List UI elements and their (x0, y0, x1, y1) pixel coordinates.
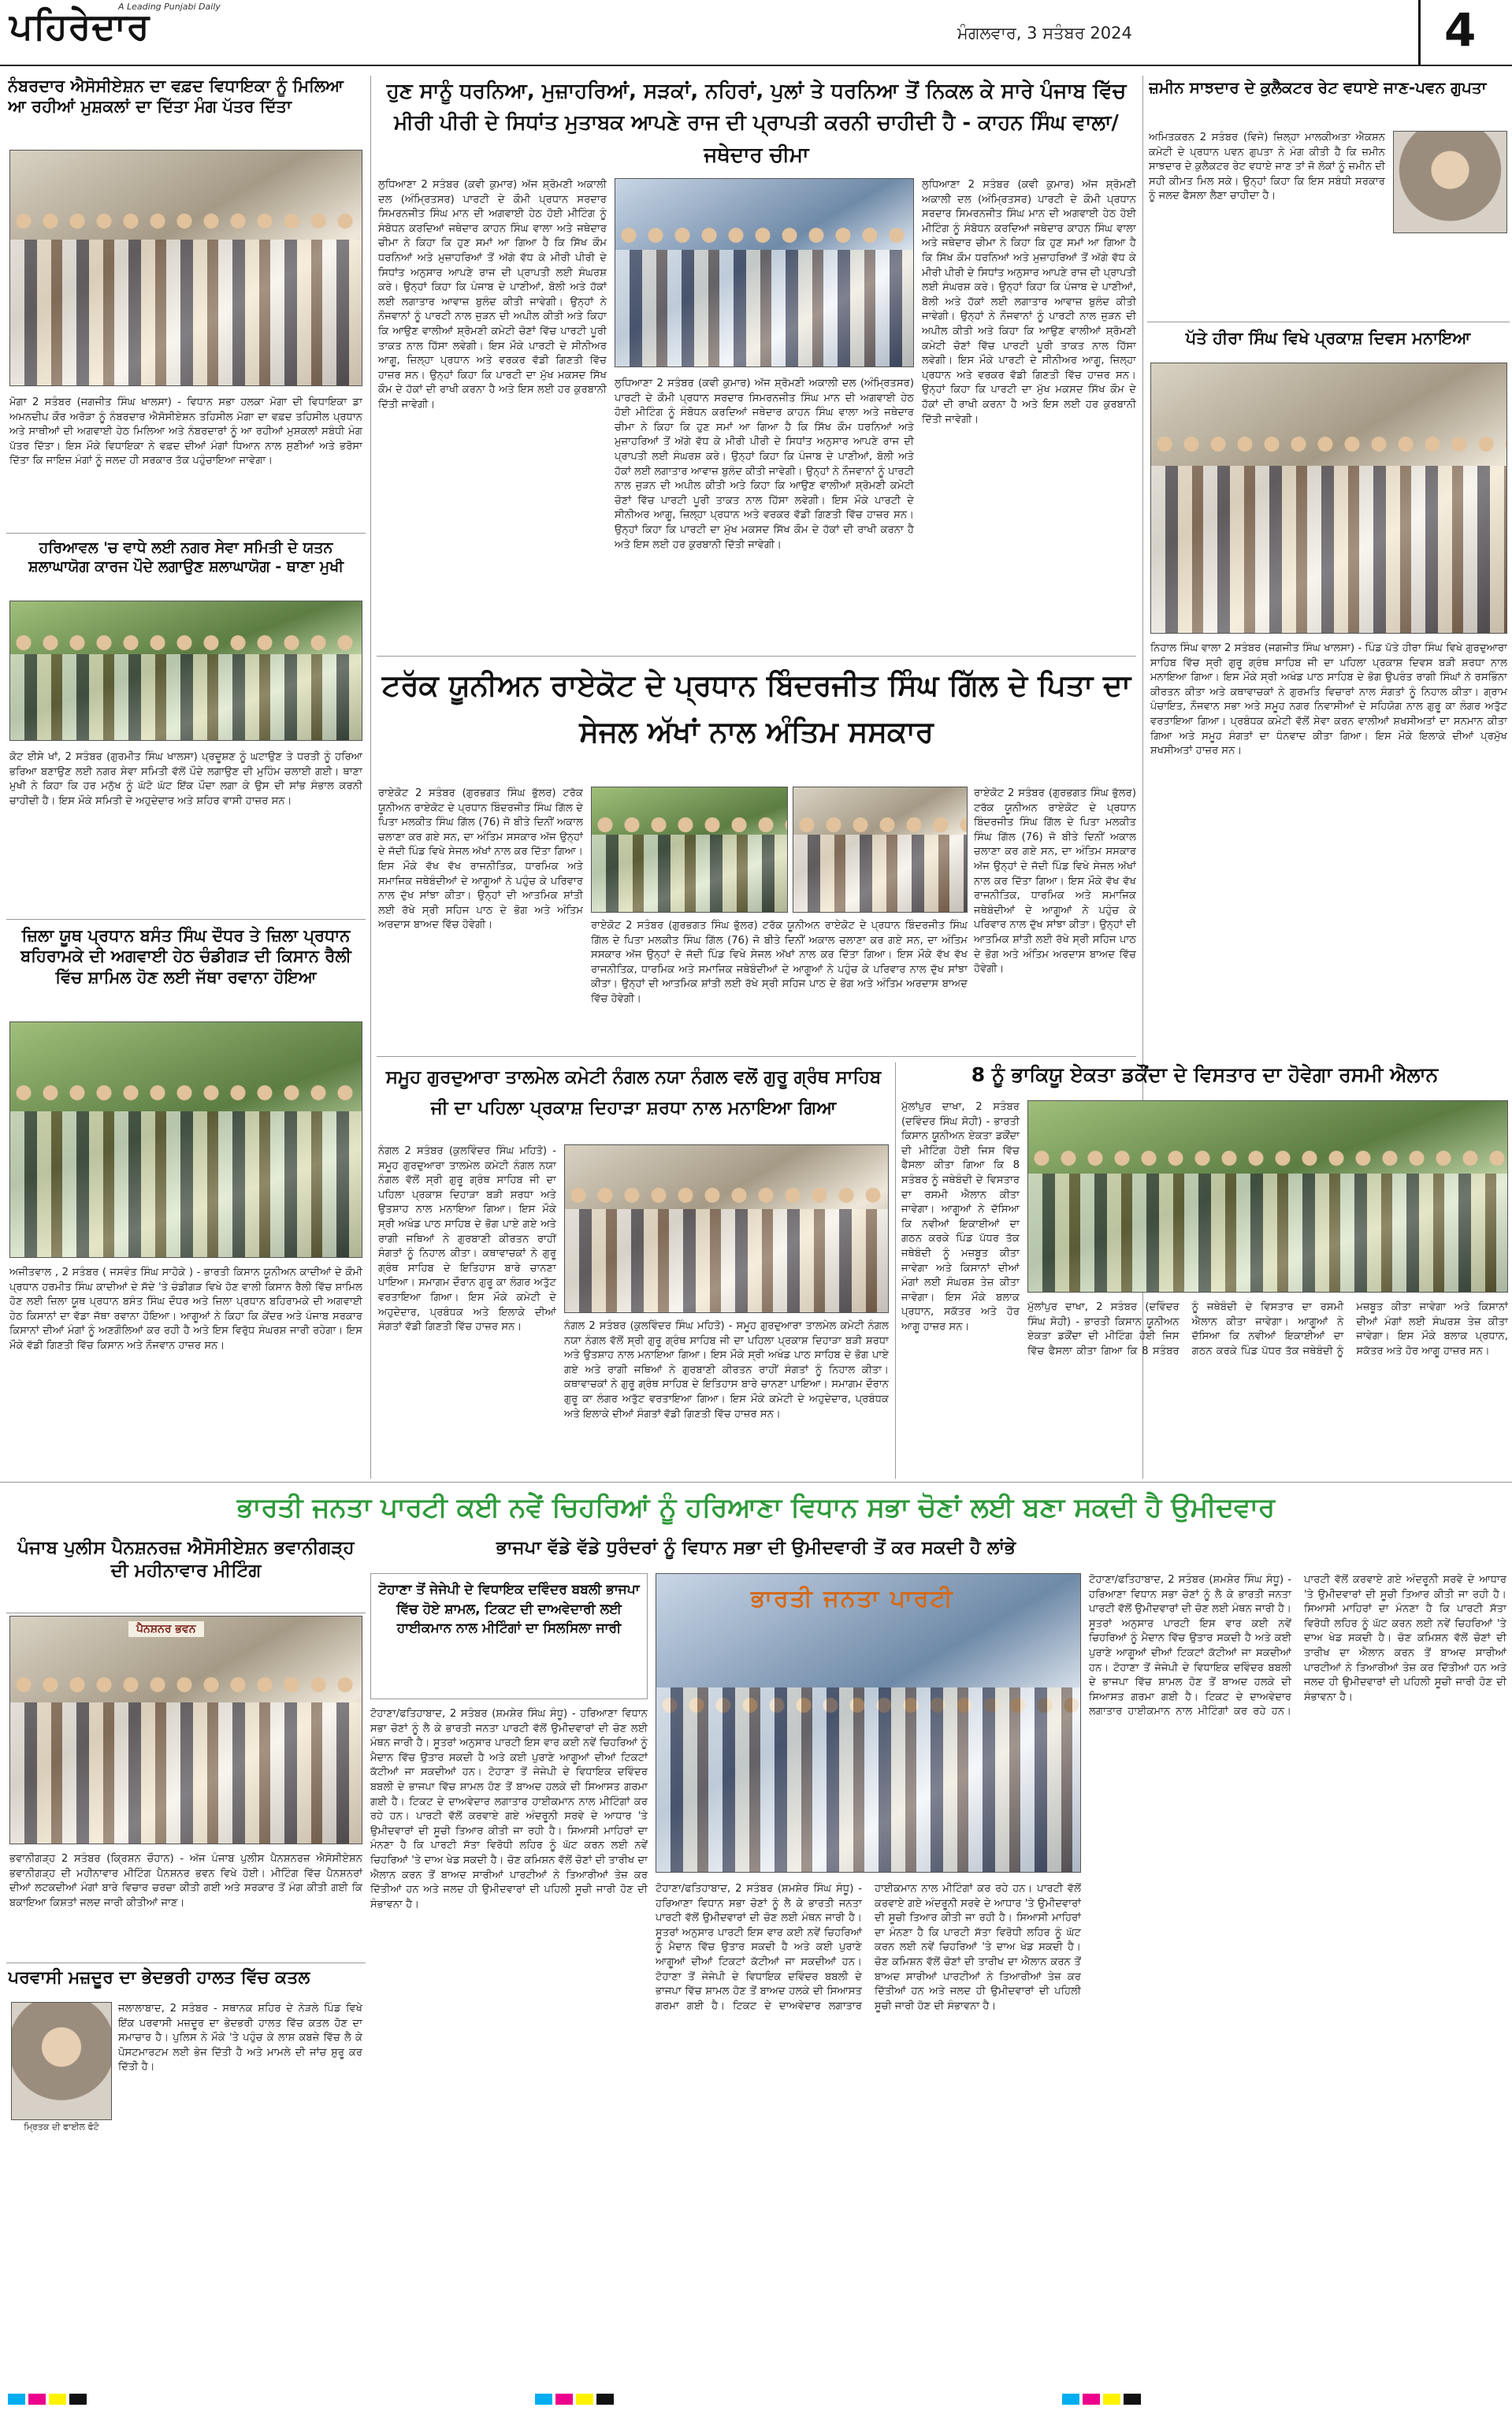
bjp-inset-text: ਟੋਹਾਣਾ ਤੋਂ ਜੇਜੇਪੀ ਦੇ ਵਿਧਾਇਕ ਦਵਿੰਦਰ ਬਬਲੀ ਭਾਜਪਾ ਵਿੱਚ ਹੋਏ ਸ਼ਾਮਲ, ਟਿਕਟ ਦੀ ਦਾਅਵੇਦਾਰੀ ਲਈ ਹਾਈਕਮਾਨ ਨਾਲ ਮੀਟਿੰਗਾਂ ਦਾ ਸਿਲਸਿਲਾ ਜਾਰੀ (378, 1582, 640, 1637)
section-rule (6, 919, 366, 920)
kahn-singh-headline: ਹੁਣ ਸਾਨੂੰ ਧਰਨਿਆ, ਮੁਜ਼ਾਹਰਿਆਂ, ਸੜਕਾਂ, ਨਹਿਰਾਂ, ਪੁਲਾਂ ਤੇ ਧਰਨਿਆ ਤੋਂ ਨਿਕਲ ਕੇ ਸਾਰੇ ਪੰਜਾਬ ਵਿੱਚ ਮੀਰੀ ਪੀਰੀ ਦੇ ਸਿਧਾਂਤ ਮੁਤਾਬਕ ਆਪਣੇ ਰਾਜ ਦੀ ਪ੍ਰਾਪਤੀ ਕਰਨੀ ਚਾਹੀਦੀ ਹੈ - ਕਾਹਨ ਸਿੰਘ ਵਾਲਾ/ਜਥੇਦਾਰ ਚੀਮਾ (386, 80, 1127, 167)
truck-union-body-left: ਰਾਏਕੋਟ 2 ਸਤੰਬਰ (ਗੁਰਭਗਤ ਸਿੰਘ ਭੁੱਲਰ) ਟਰੱਕ ਯੂਨੀਅਨ ਰਾਏਕੋਟ ਦੇ ਪ੍ਰਧਾਨ ਬਿੰਦਰਜੀਤ ਸਿੰਘ ਗਿੱਲ ਦੇ ਪਿਤਾ ਮਲਕੀਤ ਸਿੰਘ ਗਿੱਲ (76) ਜੋ ਬੀਤੇ ਦਿਨੀਂ ਅਕਾਲ ਚਲਾਣਾ ਕਰ ਗਏ ਸਨ, ਦਾ ਅੰਤਿਮ ਸਸਕਾਰ ਅੱਜ ਉਨ੍ਹਾਂ ਦੇ ਜੱਦੀ ਪਿੰਡ ਵਿਖੇ ਸੇਜਲ ਅੱਖਾਂ ਨਾਲ ਕਰ ਦਿੱਤਾ ਗਿਆ। ਇਸ ਮੌਕੇ ਵੱਖ ਵੱਖ ਰਾਜਨੀਤਿਕ, ਧਾਰਮਿਕ ਅਤੇ ਸਮਾਜਿਕ ਜਥੇਬੰਦੀਆਂ ਦੇ ਆਗੂਆਂ ਨੇ ਪਹੁੰਚ ਕੇ ਪਰਿਵਾਰ ਨਾਲ ਦੁੱਖ ਸਾਂਝਾ ਕੀਤਾ। ਉਨ੍ਹਾਂ ਦੀ ਆਤਮਿਕ ਸ਼ਾਂਤੀ ਲਈ ਰੱਖੇ ਸ੍ਰੀ ਸਹਿਜ ਪਾਠ ਦੇ ਭੋਗ ਅਤੇ ਅੰਤਿਮ ਅਰਦਾਸ ਬਾਅਦ ਵਿੱਚ ਹੋਵੇਗੀ। (378, 787, 583, 932)
hariawal-photo (9, 601, 362, 741)
truck-union-photo-1 (591, 787, 788, 913)
masthead-logo (9, 5, 175, 54)
masthead (0, 0, 1512, 66)
land-photo (1393, 131, 1507, 233)
gurughar-body-left: ਨੰਗਲ 2 ਸਤੰਬਰ (ਕੁਲਵਿੰਦਰ ਸਿੰਘ ਮਹਿਤੋ) - ਸਮੂਹ ਗੁਰਦੁਆਰਾ ਤਾਲਮੇਲ ਕਮੇਟੀ ਨੰਗਲ ਨਯਾ ਨੰਗਲ ਵੱਲੋਂ ਸ੍ਰੀ ਗੁਰੂ ਗ੍ਰੰਥ ਸਾਹਿਬ ਜੀ ਦਾ ਪਹਿਲਾ ਪ੍ਰਕਾਸ਼ ਦਿਹਾੜਾ ਬੜੀ ਸ਼ਰਧਾ ਅਤੇ ਉਤਸ਼ਾਹ ਨਾਲ ਮਨਾਇਆ ਗਿਆ। ਇਸ ਮੌਕੇ ਸ੍ਰੀ ਅਖੰਡ ਪਾਠ ਸਾਹਿਬ ਦੇ ਭੋਗ ਪਾਏ ਗਏ ਅਤੇ ਰਾਗੀ ਜਥਿਆਂ ਨੇ ਗੁਰਬਾਣੀ ਕੀਰਤਨ ਰਾਹੀਂ ਸੰਗਤਾਂ ਨੂੰ ਨਿਹਾਲ ਕੀਤਾ। ਕਥਾਵਾਚਕਾਂ ਨੇ ਗੁਰੂ ਗ੍ਰੰਥ ਸਾਹਿਬ ਦੇ ਇਤਿਹਾਸ ਬਾਰੇ ਚਾਨਣਾ ਪਾਇਆ। ਸਮਾਗਮ ਦੌਰਾਨ ਗੁਰੂ ਕਾ ਲੰਗਰ ਅਤੁੱਟ ਵਰਤਾਇਆ ਗਿਆ। ਇਸ ਮੌਕੇ ਕਮੇਟੀ ਦੇ ਅਹੁਦੇਦਾਰ, ਪ੍ਰਬੰਧਕ ਅਤੇ ਇਲਾਕੇ ਦੀਆਂ ਸੰਗਤਾਂ ਵੱਡੀ ਗਿਣਤੀ ਵਿੱਚ ਹਾਜ਼ਰ ਸਨ। (378, 1145, 556, 1334)
land-body: ਅਮਿਤਕਰਨ 2 ਸਤੰਬਰ (ਵਿਜੇ) ਜ਼ਿਲ੍ਹਾ ਮਾਲਕੀਅਤਾ ਐਕਸ਼ਨ ਕਮੇਟੀ ਦੇ ਪ੍ਰਧਾਨ ਪਵਨ ਗੁਪਤਾ ਨੇ ਮੰਗ ਕੀਤੀ ਹੈ ਕਿ ਜ਼ਮੀਨ ਸਾਝਦਾਰ ਦੇ ਕੁਲੈਕਟਰ ਰੇਟ ਵਧਾਏ ਜਾਣ ਤਾਂ ਜੋ ਲੋਕਾਂ ਨੂੰ ਜ਼ਮੀਨ ਦੀ ਸਹੀ ਕੀਮਤ ਮਿਲ ਸਕੇ। ਉਨ੍ਹਾਂ ਕਿਹਾ ਕਿ ਇਸ ਸਬੰਧੀ ਸਰਕਾਰ ਨੂੰ ਜਲਦ ਫੈਸਲਾ ਲੈਣਾ ਚਾਹੀਦਾ ਹੈ। (1149, 132, 1385, 203)
land-headline: ਜ਼ਮੀਨ ਸਾਝਦਾਰ ਦੇ ਕੁਲੈਕਟਰ ਰੇਟ ਵਧਾਏ ਜਾਣ-ਪਵਨ ਗੁਪਤਾ (1149, 78, 1487, 97)
masthead-date: ਮੰਗਲਵਾਰ, 3 ਸਤੰਬਰ 2024 (957, 24, 1132, 43)
truck-union-headline: ਟਰੱਕ ਯੂਨੀਅਨ ਰਾਏਕੋਟ ਦੇ ਪ੍ਰਧਾਨ ਬਿੰਦਰਜੀਤ ਸਿੰਘ ਗਿੱਲ ਦੇ ਪਿਤਾ ਦਾ ਸੇਜਲ ਅੱਖਾਂ ਨਾਲ ਅੰਤਿਮ ਸਸਕਾਰ (381, 668, 1131, 750)
page-number-tab (1418, 0, 1512, 65)
youth-headline: ਜ਼ਿਲਾ ਯੂਥ ਪ੍ਰਧਾਨ ਬਸੰਤ ਸਿੰਘ ਦੌਧਰ ਤੇ ਜ਼ਿਲਾ ਪ੍ਰਧਾਨ ਬਹਿਰਾਮਕੇ ਦੀ ਅਗਵਾਈ ਹੇਠ ਚੰਡੀਗੜ ਦੀ ਕਿਸਾਨ ਰੈਲੀ ਵਿੱਚ ਸ਼ਾਮਿਲ ਹੋਣ ਲਈ ਜੱਥਾ ਰਵਾਨਾ ਹੋਇਆ (20, 926, 351, 987)
bjp-photo (656, 1573, 1081, 1873)
police-headline: ਪੰਜਾਬ ਪੁਲੀਸ ਪੈਨਸ਼ਨਰਜ਼ ਐਸੋਸੀਏਸ਼ਨ ਭਵਾਨੀਗੜ੍ਹ ਦੀ ਮਹੀਨਾਵਾਰ ਮੀਟਿੰਗ (17, 1538, 355, 1581)
registration-marks (8, 2393, 1505, 2407)
kahn-singh-photo (615, 178, 914, 367)
migrant-caption: ਮ੍ਰਿਤਕ ਦੀ ਫਾਈਲ ਫੋਟੋ (24, 2122, 99, 2132)
bjp-headline: ਭਾਰਤੀ ਜਨਤਾ ਪਾਰਟੀ ਕਈ ਨਵੇਂ ਚਿਹਰਿਆਂ ਨੂੰ ਹਰਿਆਣਾ ਵਿਧਾਨ ਸਭਾ ਚੋਣਾਂ ਲਈ ਬਣਾ ਸਕਦੀ ਹੈ ਉਮੀਦਵਾਰ (236, 1492, 1276, 1524)
youth-photo (9, 1021, 362, 1258)
kahn-singh-body-left: ਲੁਧਿਆਣਾ 2 ਸਤੰਬਰ (ਕਵੀ ਕੁਮਾਰ) ਅੱਜ ਸ਼੍ਰੋਮਣੀ ਅਕਾਲੀ ਦਲ (ਅੰਮ੍ਰਿਤਸਰ) ਪਾਰਟੀ ਦੇ ਕੌਮੀ ਪ੍ਰਧਾਨ ਸਰਦਾਰ ਸਿਮਰਨਜੀਤ ਸਿੰਘ ਮਾਨ ਦੀ ਅਗਵਾਈ ਹੇਠ ਹੋਈ ਮੀਟਿੰਗ ਨੂੰ ਸੰਬੋਧਨ ਕਰਦਿਆਂ ਜਥੇਦਾਰ ਕਾਹਨ ਸਿੰਘ ਵਾਲਾ ਅਤੇ ਜਥੇਦਾਰ ਚੀਮਾ ਨੇ ਕਿਹਾ ਕਿ ਹੁਣ ਸਮਾਂ ਆ ਗਿਆ ਹੈ ਕਿ ਸਿੱਖ ਕੌਮ ਧਰਨਿਆਂ ਅਤੇ ਮੁਜ਼ਾਹਰਿਆਂ ਤੋਂ ਅੱਗੇ ਵੱਧ ਕੇ ਮੀਰੀ ਪੀਰੀ ਦੇ ਸਿਧਾਂਤ ਅਨੁਸਾਰ ਆਪਣੇ ਰਾਜ ਦੀ ਪ੍ਰਾਪਤੀ ਲਈ ਸੰਘਰਸ਼ ਕਰੇ। ਉਨ੍ਹਾਂ ਕਿਹਾ ਕਿ ਪੰਜਾਬ ਦੇ ਪਾਣੀਆਂ, ਬੋਲੀ ਅਤੇ ਹੱਕਾਂ ਲਈ ਲਗਾਤਾਰ ਆਵਾਜ਼ ਬੁਲੰਦ ਕੀਤੀ ਜਾਵੇਗੀ। ਉਨ੍ਹਾਂ ਨੇ ਨੌਜਵਾਨਾਂ ਨੂੰ ਪਾਰਟੀ ਨਾਲ ਜੁੜਨ ਦੀ ਅਪੀਲ ਕੀਤੀ ਅਤੇ ਕਿਹਾ ਕਿ ਆਉਣ ਵਾਲੀਆਂ ਸ਼੍ਰੋਮਣੀ ਕਮੇਟੀ ਚੋਣਾਂ ਵਿੱਚ ਪਾਰਟੀ ਪੂਰੀ ਤਾਕਤ ਨਾਲ ਹਿੱਸਾ ਲਵੇਗੀ। ਇਸ ਮੌਕੇ ਪਾਰਟੀ ਦੇ ਸੀਨੀਅਰ ਆਗੂ, ਜ਼ਿਲ੍ਹਾ ਪ੍ਰਧਾਨ ਅਤੇ ਵਰਕਰ ਵੱਡੀ ਗਿਣਤੀ ਵਿੱਚ ਹਾਜ਼ਰ ਸਨ। ਉਨ੍ਹਾਂ ਕਿਹਾ ਕਿ ਪਾਰਟੀ ਦਾ ਮੁੱਖ ਮਕਸਦ ਸਿੱਖ ਕੌਮ ਦੇ ਹੱਕਾਂ ਦੀ ਰਾਖੀ ਕਰਨਾ ਹੈ ਅਤੇ ਇਸ ਲਈ ਹਰ ਕੁਰਬਾਨੀ ਦਿੱਤੀ ਜਾਵੇਗੀ। (378, 179, 607, 411)
page-number: 4 (1444, 3, 1477, 57)
migrant-body: ਜਲਾਲਾਬਾਦ, 2 ਸਤੰਬਰ - ਸਥਾਨਕ ਸ਼ਹਿਰ ਦੇ ਨੇੜਲੇ ਪਿੰਡ ਵਿਖੇ ਇੱਕ ਪਰਵਾਸੀ ਮਜ਼ਦੂਰ ਦਾ ਭੇਦਭਰੀ ਹਾਲਤ ਵਿੱਚ ਕਤਲ ਹੋਣ ਦਾ ਸਮਾਚਾਰ ਹੈ। ਪੁਲਿਸ ਨੇ ਮੌਕੇ 'ਤੇ ਪਹੁੰਚ ਕੇ ਲਾਸ਼ ਕਬਜ਼ੇ ਵਿੱਚ ਲੈ ਕੇ ਪੋਸਟਮਾਰਟਮ ਲਈ ਭੇਜ ਦਿੱਤੀ ਹੈ ਅਤੇ ਮਾਮਲੇ ਦੀ ਜਾਂਚ ਸ਼ੁਰੂ ਕਰ ਦਿੱਤੀ ਹੈ। (118, 2003, 362, 2074)
numberdar-headline: ਨੰਬਰਦਾਰ ਐਸੋਸੀਏਸ਼ਨ ਦਾ ਵਫ਼ਦ ਵਿਧਾਇਕਾ ਨੂੰ ਮਿਲਿਆ ਆ ਰਹੀਆਂ ਮੁਸ਼ਕਲਾਂ ਦਾ ਦਿੱਤਾ ਮੰਗ ਪੱਤਰ ਦਿੱਤਾ (8, 76, 344, 117)
hira-singh-photo (1150, 363, 1507, 634)
section-rule (6, 533, 366, 534)
gurughar-photo (564, 1144, 889, 1313)
bjp-subhead: ਭਾਜਪਾ ਵੱਡੇ ਵੱਡੇ ਧੁਰੰਦਰਾਂ ਨੂੰ ਵਿਧਾਨ ਸਭਾ ਦੀ ਉਮੀਦਵਾਰੀ ਤੋਂ ਕਰ ਸਕਦੀ ਹੈ ਲਾਂਭੇ (496, 1538, 1016, 1558)
youth-body: ਅਜੀਤਵਾਲ , 2 ਸਤੰਬਰ ( ਜਸਵੰਤ ਸਿੰਘ ਸਾਹੋਕੇ ) - ਭਾਰਤੀ ਕਿਸਾਨ ਯੂਨੀਅਨ ਕਾਦੀਆਂ ਦੇ ਕੌਮੀ ਪ੍ਰਧਾਨ ਹਰਮੀਤ ਸਿੰਘ ਕਾਦੀਆਂ ਦੇ ਸੱਦੇ 'ਤੇ ਚੰਡੀਗੜ ਵਿਖੇ ਹੋਣ ਵਾਲੀ ਕਿਸਾਨ ਰੈਲੀ ਵਿੱਚ ਸ਼ਾਮਿਲ ਹੋਣ ਲਈ ਜ਼ਿਲਾ ਯੂਥ ਪ੍ਰਧਾਨ ਬਸੰਤ ਸਿੰਘ ਦੌਧਰ ਅਤੇ ਜ਼ਿਲਾ ਪ੍ਰਧਾਨ ਬਹਿਰਾਮਕੇ ਦੀ ਅਗਵਾਈ ਹੇਠ ਕਿਸਾਨਾਂ ਦਾ ਵੱਡਾ ਜੱਥਾ ਰਵਾਨਾ ਹੋਇਆ। ਆਗੂਆਂ ਨੇ ਕਿਹਾ ਕਿ ਕੇਂਦਰ ਅਤੇ ਪੰਜਾਬ ਸਰਕਾਰ ਕਿਸਾਨਾਂ ਦੀਆਂ ਮੰਗਾਂ ਨੂੰ ਅਣਗੌਲਿਆਂ ਕਰ ਰਹੀ ਹੈ ਅਤੇ ਇਸ ਵਿਰੁੱਧ ਸੰਘਰਸ਼ ਜਾਰੀ ਰਹੇਗਾ। ਇਸ ਮੌਕੇ ਵੱਡੀ ਗਿਣਤੀ ਵਿੱਚ ਕਿਸਾਨ ਅਤੇ ਨੌਜਵਾਨ ਹਾਜ਼ਰ ਸਨ। (9, 1267, 362, 1352)
hira-singh-body: ਨਿਹਾਲ ਸਿੰਘ ਵਾਲਾ 2 ਸਤੰਬਰ (ਜਗਜੀਤ ਸਿੰਘ ਖਾਲਸਾ) - ਪਿੰਡ ਪੱਤੇ ਹੀਰਾ ਸਿੰਘ ਵਿਖੇ ਗੁਰਦੁਆਰਾ ਸਾਹਿਬ ਵਿੱਚ ਸ੍ਰੀ ਗੁਰੂ ਗ੍ਰੰਥ ਸਾਹਿਬ ਜੀ ਦਾ ਪਹਿਲਾ ਪ੍ਰਕਾਸ਼ ਦਿਵਸ ਬੜੀ ਸ਼ਰਧਾ ਨਾਲ ਮਨਾਇਆ ਗਿਆ। ਇਸ ਮੌਕੇ ਸ੍ਰੀ ਅਖੰਡ ਪਾਠ ਸਾਹਿਬ ਦੇ ਭੋਗ ਉਪਰੰਤ ਰਾਗੀ ਸਿੰਘਾਂ ਨੇ ਰਸਭਿੰਨਾ ਕੀਰਤਨ ਕੀਤਾ ਅਤੇ ਕਥਾਵਾਚਕਾਂ ਨੇ ਗੁਰਮਤਿ ਵਿਚਾਰਾਂ ਨਾਲ ਸੰਗਤਾਂ ਨੂੰ ਨਿਹਾਲ ਕੀਤਾ। ਗ੍ਰਾਮ ਪੰਚਾਇਤ, ਨੌਜਵਾਨ ਸਭਾ ਅਤੇ ਸਮੂਹ ਨਗਰ ਨਿਵਾਸੀਆਂ ਦੇ ਸਹਿਯੋਗ ਨਾਲ ਗੁਰੂ ਕਾ ਲੰਗਰ ਅਤੁੱਟ ਵਰਤਾਇਆ ਗਿਆ। ਪ੍ਰਬੰਧਕ ਕਮੇਟੀ ਵੱਲੋਂ ਸੇਵਾ ਕਰਨ ਵਾਲੀਆਂ ਸ਼ਖਸੀਅਤਾਂ ਦਾ ਸਨਮਾਨ ਕੀਤਾ ਗਿਆ ਅਤੇ ਸਮੂਹ ਸੰਗਤਾਂ ਦਾ ਧੰਨਵਾਦ ਕੀਤਾ ਗਿਆ। ਇਸ ਮੌਕੇ ਇਲਾਕੇ ਦੀਆਂ ਪ੍ਰਮੁੱਖ ਸ਼ਖਸੀਅਤਾਂ ਹਾਜ਼ਰ ਸਨ। (1150, 642, 1507, 757)
numberdar-photo (9, 150, 362, 386)
bjp-body-col3: ਟੋਹਾਣਾ/ਫਤਿਹਾਬਾਦ, 2 ਸਤੰਬਰ (ਸ਼ਮਸ਼ੇਰ ਸਿੰਘ ਸੰਧੂ) - ਹਰਿਆਣਾ ਵਿਧਾਨ ਸਭਾ ਚੋਣਾਂ ਨੂੰ ਲੈ ਕੇ ਭਾਰਤੀ ਜਨਤਾ ਪਾਰਟੀ ਵੱਲੋਂ ਉਮੀਦਵਾਰਾਂ ਦੀ ਚੋਣ ਲਈ ਮੰਥਨ ਜਾਰੀ ਹੈ। ਸੂਤਰਾਂ ਅਨੁਸਾਰ ਪਾਰਟੀ ਇਸ ਵਾਰ ਕਈ ਨਵੇਂ ਚਿਹਰਿਆਂ ਨੂੰ ਮੈਦਾਨ ਵਿੱਚ ਉਤਾਰ ਸਕਦੀ ਹੈ ਅਤੇ ਕਈ ਪੁਰਾਣੇ ਆਗੂਆਂ ਦੀਆਂ ਟਿਕਟਾਂ ਕੱਟੀਆਂ ਜਾ ਸਕਦੀਆਂ ਹਨ। ਟੋਹਾਣਾ ਤੋਂ ਜੇਜੇਪੀ ਦੇ ਵਿਧਾਇਕ ਦਵਿੰਦਰ ਬਬਲੀ ਦੇ ਭਾਜਪਾ ਵਿੱਚ ਸ਼ਾਮਲ ਹੋਣ ਤੋਂ ਬਾਅਦ ਹਲਕੇ ਦੀ ਸਿਆਸਤ ਗਰਮਾ ਗਈ ਹੈ। ਟਿਕਟ ਦੇ ਦਾਅਵੇਦਾਰ ਲਗਾਤਾਰ ਹਾਈਕਮਾਨ ਨਾਲ ਮੀਟਿੰਗਾਂ ਕਰ ਰਹੇ ਹਨ। ਪਾਰਟੀ ਵੱਲੋਂ ਕਰਵਾਏ ਗਏ ਅੰਦਰੂਨੀ ਸਰਵੇ ਦੇ ਆਧਾਰ 'ਤੇ ਉਮੀਦਵਾਰਾਂ ਦੀ ਸੂਚੀ ਤਿਆਰ ਕੀਤੀ ਜਾ ਰਹੀ ਹੈ। ਸਿਆਸੀ ਮਾਹਿਰਾਂ ਦਾ ਮੰਨਣਾ ਹੈ ਕਿ ਪਾਰਟੀ ਸੱਤਾ ਵਿਰੋਧੀ ਲਹਿਰ ਨੂੰ ਘੱਟ ਕਰਨ ਲਈ ਨਵੇਂ ਚਿਹਰਿਆਂ 'ਤੇ ਦਾਅ ਖੇਡ ਸਕਦੀ ਹੈ। ਚੋਣ ਕਮਿਸ਼ਨ ਵੱਲੋਂ ਚੋਣਾਂ ਦੀ ਤਾਰੀਖ ਦਾ ਐਲਾਨ ਕਰਨ ਤੋਂ ਬਾਅਦ ਸਾਰੀਆਂ ਪਾਰਟੀਆਂ ਨੇ ਤਿਆਰੀਆਂ ਤੇਜ਼ ਕਰ ਦਿੱਤੀਆਂ ਹਨ ਅਤੇ ਜਲਦ ਹੀ ਉਮੀਦਵਾਰਾਂ ਦੀ ਪਹਿਲੀ ਸੂਚੀ ਜਾਰੀ ਹੋਣ ਦੀ ਸੰਭਾਵਨਾ ਹੈ। (1089, 1574, 1506, 1718)
migrant-photo (11, 2002, 112, 2120)
bjp-body-col2: ਟੋਹਾਣਾ/ਫਤਿਹਾਬਾਦ, 2 ਸਤੰਬਰ (ਸ਼ਮਸ਼ੇਰ ਸਿੰਘ ਸੰਧੂ) - ਹਰਿਆਣਾ ਵਿਧਾਨ ਸਭਾ ਚੋਣਾਂ ਨੂੰ ਲੈ ਕੇ ਭਾਰਤੀ ਜਨਤਾ ਪਾਰਟੀ ਵੱਲੋਂ ਉਮੀਦਵਾਰਾਂ ਦੀ ਚੋਣ ਲਈ ਮੰਥਨ ਜਾਰੀ ਹੈ। ਸੂਤਰਾਂ ਅਨੁਸਾਰ ਪਾਰਟੀ ਇਸ ਵਾਰ ਕਈ ਨਵੇਂ ਚਿਹਰਿਆਂ ਨੂੰ ਮੈਦਾਨ ਵਿੱਚ ਉਤਾਰ ਸਕਦੀ ਹੈ ਅਤੇ ਕਈ ਪੁਰਾਣੇ ਆਗੂਆਂ ਦੀਆਂ ਟਿਕਟਾਂ ਕੱਟੀਆਂ ਜਾ ਸਕਦੀਆਂ ਹਨ। ਟੋਹਾਣਾ ਤੋਂ ਜੇਜੇਪੀ ਦੇ ਵਿਧਾਇਕ ਦਵਿੰਦਰ ਬਬਲੀ ਦੇ ਭਾਜਪਾ ਵਿੱਚ ਸ਼ਾਮਲ ਹੋਣ ਤੋਂ ਬਾਅਦ ਹਲਕੇ ਦੀ ਸਿਆਸਤ ਗਰਮਾ ਗਈ ਹੈ। ਟਿਕਟ ਦੇ ਦਾਅਵੇਦਾਰ ਲਗਾਤਾਰ ਹਾਈਕਮਾਨ ਨਾਲ ਮੀਟਿੰਗਾਂ ਕਰ ਰਹੇ ਹਨ। ਪਾਰਟੀ ਵੱਲੋਂ ਕਰਵਾਏ ਗਏ ਅੰਦਰੂਨੀ ਸਰਵੇ ਦੇ ਆਧਾਰ 'ਤੇ ਉਮੀਦਵਾਰਾਂ ਦੀ ਸੂਚੀ ਤਿਆਰ ਕੀਤੀ ਜਾ ਰਹੀ ਹੈ। ਸਿਆਸੀ ਮਾਹਿਰਾਂ ਦਾ ਮੰਨਣਾ ਹੈ ਕਿ ਪਾਰਟੀ ਸੱਤਾ ਵਿਰੋਧੀ ਲਹਿਰ ਨੂੰ ਘੱਟ ਕਰਨ ਲਈ ਨਵੇਂ ਚਿਹਰਿਆਂ 'ਤੇ ਦਾਅ ਖੇਡ ਸਕਦੀ ਹੈ। ਚੋਣ ਕਮਿਸ਼ਨ ਵੱਲੋਂ ਚੋਣਾਂ ਦੀ ਤਾਰੀਖ ਦਾ ਐਲਾਨ ਕਰਨ ਤੋਂ ਬਾਅਦ ਸਾਰੀਆਂ ਪਾਰਟੀਆਂ ਨੇ ਤਿਆਰੀਆਂ ਤੇਜ਼ ਕਰ ਦਿੱਤੀਆਂ ਹਨ ਅਤੇ ਜਲਦ ਹੀ ਉਮੀਦਵਾਰਾਂ ਦੀ ਪਹਿਲੀ ਸੂਚੀ ਜਾਰੀ ਹੋਣ ਦੀ ਸੰਭਾਵਨਾ ਹੈ। (656, 1883, 1081, 2012)
truck-union-photo-2 (793, 787, 968, 913)
section-rule (377, 656, 1136, 657)
bjp-body-col1: ਟੋਹਾਣਾ/ਫਤਿਹਾਬਾਦ, 2 ਸਤੰਬਰ (ਸ਼ਮਸ਼ੇਰ ਸਿੰਘ ਸੰਧੂ) - ਹਰਿਆਣਾ ਵਿਧਾਨ ਸਭਾ ਚੋਣਾਂ ਨੂੰ ਲੈ ਕੇ ਭਾਰਤੀ ਜਨਤਾ ਪਾਰਟੀ ਵੱਲੋਂ ਉਮੀਦਵਾਰਾਂ ਦੀ ਚੋਣ ਲਈ ਮੰਥਨ ਜਾਰੀ ਹੈ। ਸੂਤਰਾਂ ਅਨੁਸਾਰ ਪਾਰਟੀ ਇਸ ਵਾਰ ਕਈ ਨਵੇਂ ਚਿਹਰਿਆਂ ਨੂੰ ਮੈਦਾਨ ਵਿੱਚ ਉਤਾਰ ਸਕਦੀ ਹੈ ਅਤੇ ਕਈ ਪੁਰਾਣੇ ਆਗੂਆਂ ਦੀਆਂ ਟਿਕਟਾਂ ਕੱਟੀਆਂ ਜਾ ਸਕਦੀਆਂ ਹਨ। ਟੋਹਾਣਾ ਤੋਂ ਜੇਜੇਪੀ ਦੇ ਵਿਧਾਇਕ ਦਵਿੰਦਰ ਬਬਲੀ ਦੇ ਭਾਜਪਾ ਵਿੱਚ ਸ਼ਾਮਲ ਹੋਣ ਤੋਂ ਬਾਅਦ ਹਲਕੇ ਦੀ ਸਿਆਸਤ ਗਰਮਾ ਗਈ ਹੈ। ਟਿਕਟ ਦੇ ਦਾਅਵੇਦਾਰ ਲਗਾਤਾਰ ਹਾਈਕਮਾਨ ਨਾਲ ਮੀਟਿੰਗਾਂ ਕਰ ਰਹੇ ਹਨ। ਪਾਰਟੀ ਵੱਲੋਂ ਕਰਵਾਏ ਗਏ ਅੰਦਰੂਨੀ ਸਰਵੇ ਦੇ ਆਧਾਰ 'ਤੇ ਉਮੀਦਵਾਰਾਂ ਦੀ ਸੂਚੀ ਤਿਆਰ ਕੀਤੀ ਜਾ ਰਹੀ ਹੈ। ਸਿਆਸੀ ਮਾਹਿਰਾਂ ਦਾ ਮੰਨਣਾ ਹੈ ਕਿ ਪਾਰਟੀ ਸੱਤਾ ਵਿਰੋਧੀ ਲਹਿਰ ਨੂੰ ਘੱਟ ਕਰਨ ਲਈ ਨਵੇਂ ਚਿਹਰਿਆਂ 'ਤੇ ਦਾਅ ਖੇਡ ਸਕਦੀ ਹੈ। ਚੋਣ ਕਮਿਸ਼ਨ ਵੱਲੋਂ ਚੋਣਾਂ ਦੀ ਤਾਰੀਖ ਦਾ ਐਲਾਨ ਕਰਨ ਤੋਂ ਬਾਅਦ ਸਾਰੀਆਂ ਪਾਰਟੀਆਂ ਨੇ ਤਿਆਰੀਆਂ ਤੇਜ਼ ਕਰ ਦਿੱਤੀਆਂ ਹਨ ਅਤੇ ਜਲਦ ਹੀ ਉਮੀਦਵਾਰਾਂ ਦੀ ਪਹਿਲੀ ਸੂਚੀ ਜਾਰੀ ਹੋਣ ਦੀ ਸੰਭਾਵਨਾ ਹੈ। (370, 1708, 648, 1911)
bjp-inset-box (370, 1573, 648, 1699)
hariawal-body: ਕੋਟ ਈਸੇ ਖਾਂ, 2 ਸਤੰਬਰ (ਗੁਰਮੀਤ ਸਿੰਘ ਖਾਲਸਾ) ਪ੍ਰਦੂਸ਼ਣ ਨੂੰ ਘਟਾਉਣ ਤੇ ਧਰਤੀ ਨੂੰ ਹਰਿਆ ਭਰਿਆ ਬਣਾਉਣ ਲਈ ਨਗਰ ਸੇਵਾ ਸਮਿਤੀ ਵੱਲੋਂ ਪੌਦੇ ਲਗਾਉਣ ਦੀ ਮੁਹਿੰਮ ਚਲਾਈ ਗਈ। ਥਾਣਾ ਮੁਖੀ ਨੇ ਕਿਹਾ ਕਿ ਹਰ ਮਨੁੱਖ ਨੂੰ ਘੱਟੋ ਘੱਟ ਇੱਕ ਪੌਦਾ ਲਗਾ ਕੇ ਉਸ ਦੀ ਸਾਂਭ ਸੰਭਾਲ ਕਰਨੀ ਚਾਹੀਦੀ ਹੈ। ਇਸ ਮੌਕੇ ਸਮਿਤੀ ਦੇ ਅਹੁਦੇਦਾਰ ਅਤੇ ਸ਼ਹਿਰ ਵਾਸੀ ਹਾਜ਼ਰ ਸਨ। (9, 751, 362, 807)
photo-sign-banner: ਭਾਰਤੀ ਜਨਤਾ ਪਾਰਟੀ (751, 1585, 954, 1613)
police-photo (9, 1616, 362, 1844)
truck-union-body-right: ਰਾਏਕੋਟ 2 ਸਤੰਬਰ (ਗੁਰਭਗਤ ਸਿੰਘ ਭੁੱਲਰ) ਟਰੱਕ ਯੂਨੀਅਨ ਰਾਏਕੋਟ ਦੇ ਪ੍ਰਧਾਨ ਬਿੰਦਰਜੀਤ ਸਿੰਘ ਗਿੱਲ ਦੇ ਪਿਤਾ ਮਲਕੀਤ ਸਿੰਘ ਗਿੱਲ (76) ਜੋ ਬੀਤੇ ਦਿਨੀਂ ਅਕਾਲ ਚਲਾਣਾ ਕਰ ਗਏ ਸਨ, ਦਾ ਅੰਤਿਮ ਸਸਕਾਰ ਅੱਜ ਉਨ੍ਹਾਂ ਦੇ ਜੱਦੀ ਪਿੰਡ ਵਿਖੇ ਸੇਜਲ ਅੱਖਾਂ ਨਾਲ ਕਰ ਦਿੱਤਾ ਗਿਆ। ਇਸ ਮੌਕੇ ਵੱਖ ਵੱਖ ਰਾਜਨੀਤਿਕ, ਧਾਰਮਿਕ ਅਤੇ ਸਮਾਜਿਕ ਜਥੇਬੰਦੀਆਂ ਦੇ ਆਗੂਆਂ ਨੇ ਪਹੁੰਚ ਕੇ ਪਰਿਵਾਰ ਨਾਲ ਦੁੱਖ ਸਾਂਝਾ ਕੀਤਾ। ਉਨ੍ਹਾਂ ਦੀ ਆਤਮਿਕ ਸ਼ਾਂਤੀ ਲਈ ਰੱਖੇ ਸ੍ਰੀ ਸਹਿਜ ਪਾਠ ਦੇ ਭੋਗ ਅਤੇ ਅੰਤਿਮ ਅਰਦਾਸ ਬਾਅਦ ਵਿੱਚ ਹੋਵੇਗੀ। (974, 787, 1136, 976)
masthead-tagline: A Leading Punjabi Daily (118, 2, 221, 12)
kahn-singh-body-mid: ਲੁਧਿਆਣਾ 2 ਸਤੰਬਰ (ਕਵੀ ਕੁਮਾਰ) ਅੱਜ ਸ਼੍ਰੋਮਣੀ ਅਕਾਲੀ ਦਲ (ਅੰਮ੍ਰਿਤਸਰ) ਪਾਰਟੀ ਦੇ ਕੌਮੀ ਪ੍ਰਧਾਨ ਸਰਦਾਰ ਸਿਮਰਨਜੀਤ ਸਿੰਘ ਮਾਨ ਦੀ ਅਗਵਾਈ ਹੇਠ ਹੋਈ ਮੀਟਿੰਗ ਨੂੰ ਸੰਬੋਧਨ ਕਰਦਿਆਂ ਜਥੇਦਾਰ ਕਾਹਨ ਸਿੰਘ ਵਾਲਾ ਅਤੇ ਜਥੇਦਾਰ ਚੀਮਾ ਨੇ ਕਿਹਾ ਕਿ ਹੁਣ ਸਮਾਂ ਆ ਗਿਆ ਹੈ ਕਿ ਸਿੱਖ ਕੌਮ ਧਰਨਿਆਂ ਅਤੇ ਮੁਜ਼ਾਹਰਿਆਂ ਤੋਂ ਅੱਗੇ ਵੱਧ ਕੇ ਮੀਰੀ ਪੀਰੀ ਦੇ ਸਿਧਾਂਤ ਅਨੁਸਾਰ ਆਪਣੇ ਰਾਜ ਦੀ ਪ੍ਰਾਪਤੀ ਲਈ ਸੰਘਰਸ਼ ਕਰੇ। ਉਨ੍ਹਾਂ ਕਿਹਾ ਕਿ ਪੰਜਾਬ ਦੇ ਪਾਣੀਆਂ, ਬੋਲੀ ਅਤੇ ਹੱਕਾਂ ਲਈ ਲਗਾਤਾਰ ਆਵਾਜ਼ ਬੁਲੰਦ ਕੀਤੀ ਜਾਵੇਗੀ। ਉਨ੍ਹਾਂ ਨੇ ਨੌਜਵਾਨਾਂ ਨੂੰ ਪਾਰਟੀ ਨਾਲ ਜੁੜਨ ਦੀ ਅਪੀਲ ਕੀਤੀ ਅਤੇ ਕਿਹਾ ਕਿ ਆਉਣ ਵਾਲੀਆਂ ਸ਼੍ਰੋਮਣੀ ਕਮੇਟੀ ਚੋਣਾਂ ਵਿੱਚ ਪਾਰਟੀ ਪੂਰੀ ਤਾਕਤ ਨਾਲ ਹਿੱਸਾ ਲਵੇਗੀ। ਇਸ ਮੌਕੇ ਪਾਰਟੀ ਦੇ ਸੀਨੀਅਰ ਆਗੂ, ਜ਼ਿਲ੍ਹਾ ਪ੍ਰਧਾਨ ਅਤੇ ਵਰਕਰ ਵੱਡੀ ਗਿਣਤੀ ਵਿੱਚ ਹਾਜ਼ਰ ਸਨ। ਉਨ੍ਹਾਂ ਕਿਹਾ ਕਿ ਪਾਰਟੀ ਦਾ ਮੁੱਖ ਮਕਸਦ ਸਿੱਖ ਕੌਮ ਦੇ ਹੱਕਾਂ ਦੀ ਰਾਖੀ ਕਰਨਾ ਹੈ ਅਤੇ ਇਸ ਲਈ ਹਰ ਕੁਰਬਾਨੀ ਦਿੱਤੀ ਜਾਵੇਗੀ। (615, 378, 914, 551)
bku-body-left: ਮੁੱਲਾਂਪੁਰ ਦਾਖਾ, 2 ਸਤੰਬਰ (ਦਵਿੰਦਰ ਸਿੰਘ ਸੋਹੀ) - ਭਾਰਤੀ ਕਿਸਾਨ ਯੂਨੀਅਨ ਏਕਤਾ ਡਕੌਂਦਾ ਦੀ ਮੀਟਿੰਗ ਹੋਈ ਜਿਸ ਵਿੱਚ ਫੈਸਲਾ ਕੀਤਾ ਗਿਆ ਕਿ 8 ਸਤੰਬਰ ਨੂੰ ਜਥੇਬੰਦੀ ਦੇ ਵਿਸਤਾਰ ਦਾ ਰਸਮੀ ਐਲਾਨ ਕੀਤਾ ਜਾਵੇਗਾ। ਆਗੂਆਂ ਨੇ ਦੱਸਿਆ ਕਿ ਨਵੀਆਂ ਇਕਾਈਆਂ ਦਾ ਗਠਨ ਕਰਕੇ ਪਿੰਡ ਪੱਧਰ ਤੱਕ ਜਥੇਬੰਦੀ ਨੂੰ ਮਜ਼ਬੂਤ ਕੀਤਾ ਜਾਵੇਗਾ ਅਤੇ ਕਿਸਾਨਾਂ ਦੀਆਂ ਮੰਗਾਂ ਲਈ ਸੰਘਰਸ਼ ਤੇਜ਼ ਕੀਤਾ ਜਾਵੇਗਾ। ਇਸ ਮੌਕੇ ਬਲਾਕ ਪ੍ਰਧਾਨ, ਸਕੱਤਰ ਅਤੇ ਹੋਰ ਆਗੂ ਹਾਜ਼ਰ ਸਨ। (901, 1101, 1020, 1333)
hariawal-headline: ਹਰਿਆਵਲ 'ਚ ਵਾਧੇ ਲਈ ਨਗਰ ਸੇਵਾ ਸਮਿਤੀ ਦੇ ਯਤਨ ਸ਼ਲਾਘਾਯੋਗ ਕਾਰਜ ਪੌਦੇ ਲਗਾਉਣ ਸ਼ਲਾਘਾਯੋਗ - ਥਾਣਾ ਮੁਖੀ (28, 539, 344, 575)
column-rule (370, 76, 371, 1479)
section-rule (377, 1056, 1136, 1057)
police-body: ਭਵਾਨੀਗੜ੍ਹ 2 ਸਤੰਬਰ (ਕ੍ਰਿਸ਼ਨ ਚੌਹਾਨ) - ਅੱਜ ਪੰਜਾਬ ਪੁਲੀਸ ਪੈਨਸ਼ਨਰਜ਼ ਐਸੋਸੀਏਸ਼ਨ ਭਵਾਨੀਗੜ੍ਹ ਦੀ ਮਹੀਨਾਵਾਰ ਮੀਟਿੰਗ ਪੈਨਸ਼ਨਰ ਭਵਨ ਵਿਖੇ ਹੋਈ। ਮੀਟਿੰਗ ਵਿੱਚ ਪੈਨਸ਼ਨਰਾਂ ਦੀਆਂ ਲਟਕਦੀਆਂ ਮੰਗਾਂ ਬਾਰੇ ਵਿਚਾਰ ਚਰਚਾ ਕੀਤੀ ਗਈ ਅਤੇ ਸਰਕਾਰ ਤੋਂ ਮੰਗ ਕੀਤੀ ਗਈ ਕਿ ਬਕਾਇਆ ਕਿਸ਼ਤਾਂ ਜਲਦ ਜਾਰੀ ਕੀਤੀਆਂ ਜਾਣ। (9, 1853, 362, 1909)
kahn-singh-body-right: ਲੁਧਿਆਣਾ 2 ਸਤੰਬਰ (ਕਵੀ ਕੁਮਾਰ) ਅੱਜ ਸ਼੍ਰੋਮਣੀ ਅਕਾਲੀ ਦਲ (ਅੰਮ੍ਰਿਤਸਰ) ਪਾਰਟੀ ਦੇ ਕੌਮੀ ਪ੍ਰਧਾਨ ਸਰਦਾਰ ਸਿਮਰਨਜੀਤ ਸਿੰਘ ਮਾਨ ਦੀ ਅਗਵਾਈ ਹੇਠ ਹੋਈ ਮੀਟਿੰਗ ਨੂੰ ਸੰਬੋਧਨ ਕਰਦਿਆਂ ਜਥੇਦਾਰ ਕਾਹਨ ਸਿੰਘ ਵਾਲਾ ਅਤੇ ਜਥੇਦਾਰ ਚੀਮਾ ਨੇ ਕਿਹਾ ਕਿ ਹੁਣ ਸਮਾਂ ਆ ਗਿਆ ਹੈ ਕਿ ਸਿੱਖ ਕੌਮ ਧਰਨਿਆਂ ਅਤੇ ਮੁਜ਼ਾਹਰਿਆਂ ਤੋਂ ਅੱਗੇ ਵੱਧ ਕੇ ਮੀਰੀ ਪੀਰੀ ਦੇ ਸਿਧਾਂਤ ਅਨੁਸਾਰ ਆਪਣੇ ਰਾਜ ਦੀ ਪ੍ਰਾਪਤੀ ਲਈ ਸੰਘਰਸ਼ ਕਰੇ। ਉਨ੍ਹਾਂ ਕਿਹਾ ਕਿ ਪੰਜਾਬ ਦੇ ਪਾਣੀਆਂ, ਬੋਲੀ ਅਤੇ ਹੱਕਾਂ ਲਈ ਲਗਾਤਾਰ ਆਵਾਜ਼ ਬੁਲੰਦ ਕੀਤੀ ਜਾਵੇਗੀ। ਉਨ੍ਹਾਂ ਨੇ ਨੌਜਵਾਨਾਂ ਨੂੰ ਪਾਰਟੀ ਨਾਲ ਜੁੜਨ ਦੀ ਅਪੀਲ ਕੀਤੀ ਅਤੇ ਕਿਹਾ ਕਿ ਆਉਣ ਵਾਲੀਆਂ ਸ਼੍ਰੋਮਣੀ ਕਮੇਟੀ ਚੋਣਾਂ ਵਿੱਚ ਪਾਰਟੀ ਪੂਰੀ ਤਾਕਤ ਨਾਲ ਹਿੱਸਾ ਲਵੇਗੀ। ਇਸ ਮੌਕੇ ਪਾਰਟੀ ਦੇ ਸੀਨੀਅਰ ਆਗੂ, ਜ਼ਿਲ੍ਹਾ ਪ੍ਰਧਾਨ ਅਤੇ ਵਰਕਰ ਵੱਡੀ ਗਿਣਤੀ ਵਿੱਚ ਹਾਜ਼ਰ ਸਨ। ਉਨ੍ਹਾਂ ਕਿਹਾ ਕਿ ਪਾਰਟੀ ਦਾ ਮੁੱਖ ਮਕਸਦ ਸਿੱਖ ਕੌਮ ਦੇ ਹੱਕਾਂ ਦੀ ਰਾਖੀ ਕਰਨਾ ਹੈ ਅਤੇ ਇਸ ਲਈ ਹਰ ਕੁਰਬਾਨੀ ਦਿੱਤੀ ਜਾਵੇਗੀ। (922, 179, 1136, 426)
bku-body-right: ਮੁੱਲਾਂਪੁਰ ਦਾਖਾ, 2 ਸਤੰਬਰ (ਦਵਿੰਦਰ ਸਿੰਘ ਸੋਹੀ) - ਭਾਰਤੀ ਕਿਸਾਨ ਯੂਨੀਅਨ ਏਕਤਾ ਡਕੌਂਦਾ ਦੀ ਮੀਟਿੰਗ ਹੋਈ ਜਿਸ ਵਿੱਚ ਫੈਸਲਾ ਕੀਤਾ ਗਿਆ ਕਿ 8 ਸਤੰਬਰ ਨੂੰ ਜਥੇਬੰਦੀ ਦੇ ਵਿਸਤਾਰ ਦਾ ਰਸਮੀ ਐਲਾਨ ਕੀਤਾ ਜਾਵੇਗਾ। ਆਗੂਆਂ ਨੇ ਦੱਸਿਆ ਕਿ ਨਵੀਆਂ ਇਕਾਈਆਂ ਦਾ ਗਠਨ ਕਰਕੇ ਪਿੰਡ ਪੱਧਰ ਤੱਕ ਜਥੇਬੰਦੀ ਨੂੰ ਮਜ਼ਬੂਤ ਕੀਤਾ ਜਾਵੇਗਾ ਅਤੇ ਕਿਸਾਨਾਂ ਦੀਆਂ ਮੰਗਾਂ ਲਈ ਸੰਘਰਸ਼ ਤੇਜ਼ ਕੀਤਾ ਜਾਵੇਗਾ। ਇਸ ਮੌਕੇ ਬਲਾਕ ਪ੍ਰਧਾਨ, ਸਕੱਤਰ ਅਤੇ ਹੋਰ ਆਗੂ ਹਾਜ਼ਰ ਸਨ। (1027, 1301, 1508, 1357)
masthead-logo-text: ਪਹਿਰੇਦਾਰ (9, 5, 150, 47)
numberdar-body: ਮੋਗਾ 2 ਸਤੰਬਰ (ਜਗਜੀਤ ਸਿੰਘ ਖਾਲਸਾ) - ਵਿਧਾਨ ਸਭਾ ਹਲਕਾ ਮੋਗਾ ਦੀ ਵਿਧਾਇਕਾ ਡਾ ਅਮਨਦੀਪ ਕੌਰ ਅਰੋੜਾ ਨੂੰ ਨੰਬਰਦਾਰ ਐਸੋਸੀਏਸ਼ਨ ਤਹਿਸੀਲ ਮੋਗਾ ਦਾ ਵਫ਼ਦ ਤਹਿਸੀਲ ਪ੍ਰਧਾਨ ਅਤੇ ਸਾਥੀਆਂ ਦੀ ਅਗਵਾਈ ਹੇਠ ਮਿਲਿਆ ਅਤੇ ਨੰਬਰਦਾਰਾਂ ਨੂੰ ਆ ਰਹੀਆਂ ਮੁਸ਼ਕਲਾਂ ਸਬੰਧੀ ਮੰਗ ਪੱਤਰ ਦਿੱਤਾ। ਇਸ ਮੌਕੇ ਵਿਧਾਇਕਾ ਨੇ ਵਫ਼ਦ ਦੀਆਂ ਮੰਗਾਂ ਧਿਆਨ ਨਾਲ ਸੁਣੀਆਂ ਅਤੇ ਭਰੋਸਾ ਦਿੱਤਾ ਕਿ ਜਾਇਜ਼ ਮੰਗਾਂ ਨੂੰ ਜਲਦ ਹੀ ਸਰਕਾਰ ਤੱਕ ਪਹੁੰਚਾਇਆ ਜਾਵੇਗਾ। (9, 396, 362, 467)
column-rule (895, 1062, 896, 1479)
truck-union-body-mid: ਰਾਏਕੋਟ 2 ਸਤੰਬਰ (ਗੁਰਭਗਤ ਸਿੰਘ ਭੁੱਲਰ) ਟਰੱਕ ਯੂਨੀਅਨ ਰਾਏਕੋਟ ਦੇ ਪ੍ਰਧਾਨ ਬਿੰਦਰਜੀਤ ਸਿੰਘ ਗਿੱਲ ਦੇ ਪਿਤਾ ਮਲਕੀਤ ਸਿੰਘ ਗਿੱਲ (76) ਜੋ ਬੀਤੇ ਦਿਨੀਂ ਅਕਾਲ ਚਲਾਣਾ ਕਰ ਗਏ ਸਨ, ਦਾ ਅੰਤਿਮ ਸਸਕਾਰ ਅੱਜ ਉਨ੍ਹਾਂ ਦੇ ਜੱਦੀ ਪਿੰਡ ਵਿਖੇ ਸੇਜਲ ਅੱਖਾਂ ਨਾਲ ਕਰ ਦਿੱਤਾ ਗਿਆ। ਇਸ ਮੌਕੇ ਵੱਖ ਵੱਖ ਰਾਜਨੀਤਿਕ, ਧਾਰਮਿਕ ਅਤੇ ਸਮਾਜਿਕ ਜਥੇਬੰਦੀਆਂ ਦੇ ਆਗੂਆਂ ਨੇ ਪਹੁੰਚ ਕੇ ਪਰਿਵਾਰ ਨਾਲ ਦੁੱਖ ਸਾਂਝਾ ਕੀਤਾ। ਉਨ੍ਹਾਂ ਦੀ ਆਤਮਿਕ ਸ਼ਾਂਤੀ ਲਈ ਰੱਖੇ ਸ੍ਰੀ ਸਹਿਜ ਪਾਠ ਦੇ ਭੋਗ ਅਤੇ ਅੰਤਿਮ ਅਰਦਾਸ ਬਾਅਦ ਵਿੱਚ ਹੋਵੇਗੀ। (591, 920, 968, 1005)
bku-headline: 8 ਨੂੰ ਭਾਕਿਯੂ ਏਕਤਾ ਡਕੌਂਦਾ ਦੇ ਵਿਸਤਾਰ ਦਾ ਹੋਵੇਗਾ ਰਸਮੀ ਐਲਾਨ (971, 1063, 1439, 1086)
bku-photo (1027, 1100, 1508, 1293)
gurughar-body-mid: ਨੰਗਲ 2 ਸਤੰਬਰ (ਕੁਲਵਿੰਦਰ ਸਿੰਘ ਮਹਿਤੋ) - ਸਮੂਹ ਗੁਰਦੁਆਰਾ ਤਾਲਮੇਲ ਕਮੇਟੀ ਨੰਗਲ ਨਯਾ ਨੰਗਲ ਵੱਲੋਂ ਸ੍ਰੀ ਗੁਰੂ ਗ੍ਰੰਥ ਸਾਹਿਬ ਜੀ ਦਾ ਪਹਿਲਾ ਪ੍ਰਕਾਸ਼ ਦਿਹਾੜਾ ਬੜੀ ਸ਼ਰਧਾ ਅਤੇ ਉਤਸ਼ਾਹ ਨਾਲ ਮਨਾਇਆ ਗਿਆ। ਇਸ ਮੌਕੇ ਸ੍ਰੀ ਅਖੰਡ ਪਾਠ ਸਾਹਿਬ ਦੇ ਭੋਗ ਪਾਏ ਗਏ ਅਤੇ ਰਾਗੀ ਜਥਿਆਂ ਨੇ ਗੁਰਬਾਣੀ ਕੀਰਤਨ ਰਾਹੀਂ ਸੰਗਤਾਂ ਨੂੰ ਨਿਹਾਲ ਕੀਤਾ। ਕਥਾਵਾਚਕਾਂ ਨੇ ਗੁਰੂ ਗ੍ਰੰਥ ਸਾਹਿਬ ਦੇ ਇਤਿਹਾਸ ਬਾਰੇ ਚਾਨਣਾ ਪਾਇਆ। ਸਮਾਗਮ ਦੌਰਾਨ ਗੁਰੂ ਕਾ ਲੰਗਰ ਅਤੁੱਟ ਵਰਤਾਇਆ ਗਿਆ। ਇਸ ਮੌਕੇ ਕਮੇਟੀ ਦੇ ਅਹੁਦੇਦਾਰ, ਪ੍ਰਬੰਧਕ ਅਤੇ ਇਲਾਕੇ ਦੀਆਂ ਸੰਗਤਾਂ ਵੱਡੀ ਗਿਣਤੀ ਵਿੱਚ ਹਾਜ਼ਰ ਸਨ। (564, 1320, 889, 1420)
gurughar-headline: ਸਮੂਹ ਗੁਰਦੁਆਰਾ ਤਾਲਮੇਲ ਕਮੇਟੀ ਨੰਗਲ ਨਯਾ ਨੰਗਲ ਵਲੋਂ ਗੁਰੂ ਗ੍ਰੰਥ ਸਾਹਿਬ ਜੀ ਦਾ ਪਹਿਲਾ ਪ੍ਰਕਾਸ਼ ਦਿਹਾੜਾ ਸ਼ਰਧਾ ਨਾਲ ਮਨਾਇਆ ਗਿਆ (385, 1067, 882, 1119)
photo-sign-bhawan: ਪੈਨਸ਼ਨਰ ਭਵਨ (128, 1621, 204, 1637)
hira-singh-headline: ਪੱਤੇ ਹੀਰਾ ਸਿੰਘ ਵਿਖੇ ਪ੍ਰਕਾਸ਼ ਦਿਵਸ ਮਨਾਇਆ (1185, 329, 1471, 348)
migrant-headline: ਪਰਵਾਸੀ ਮਜ਼ਦੂਰ ਦਾ ਭੇਦਭਰੀ ਹਾਲਤ ਵਿੱਚ ਕਤਲ (8, 1968, 310, 1988)
